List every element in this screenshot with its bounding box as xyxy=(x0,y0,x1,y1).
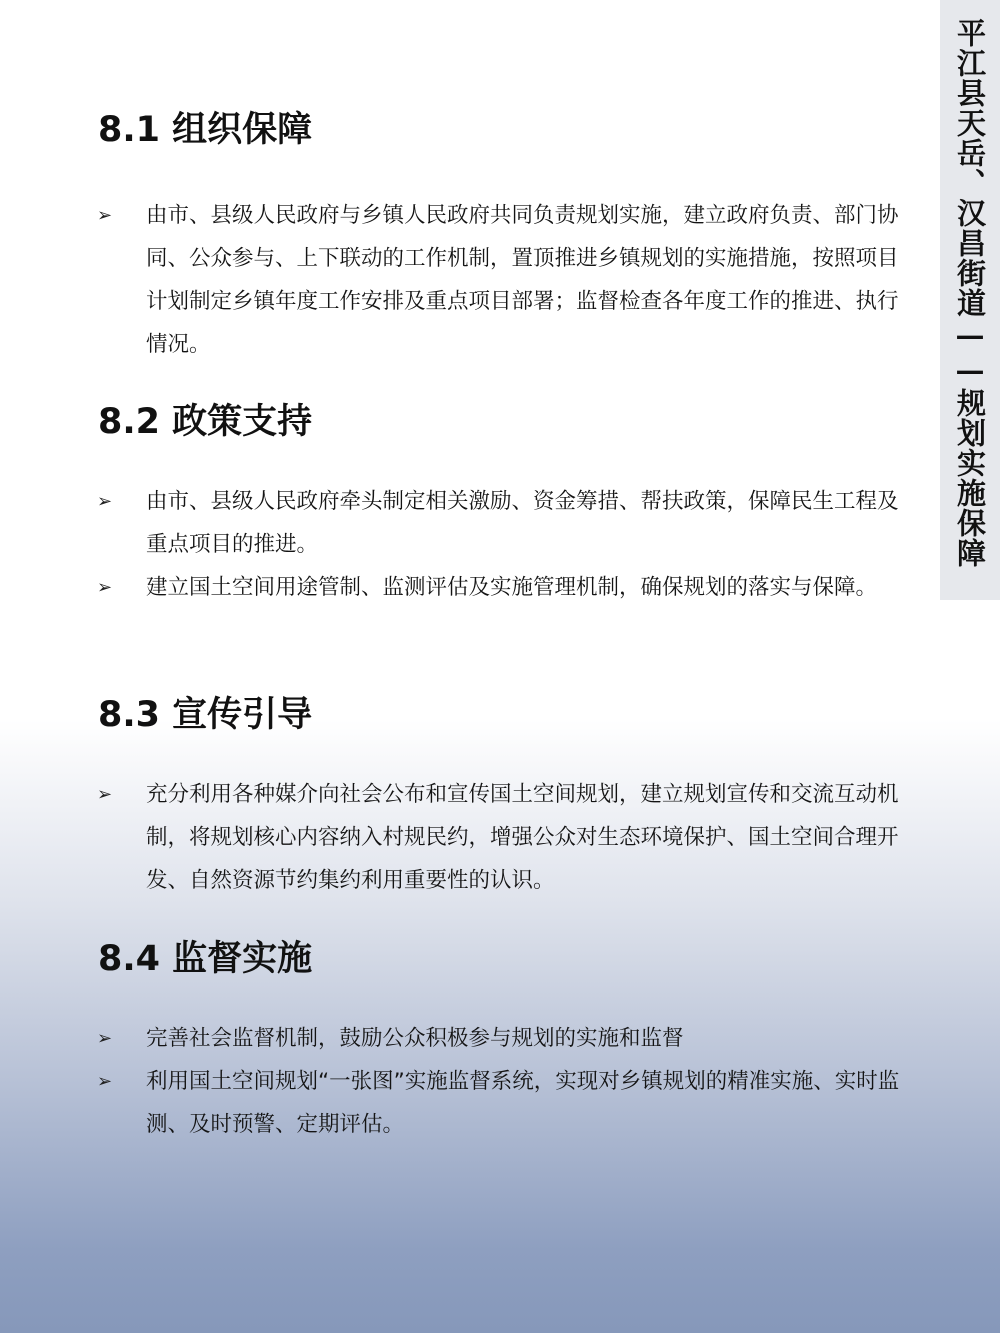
section-title: 8.2 政策支持 xyxy=(98,402,313,442)
list-item-text: 充分利用各种媒介向社会公布和宣传国土空间规划，建立规划宣传和交流互动机制，将规划核心内容纳入村规民约，增强公众对生态环境保护、国土空间合理开发、自然资源节约集约利用重要性的认识。 xyxy=(146,782,899,893)
bullet-arrow-icon: ➢ xyxy=(97,1028,113,1049)
list-item-text: 完善社会监督机制，鼓励公众积极参与规划的实施和监督 xyxy=(146,1026,684,1051)
section-title: 8.4 监督实施 xyxy=(98,939,313,979)
bullet-arrow-icon: ➢ xyxy=(97,577,113,598)
side-title: 平江县天岳、汉昌街道——规划实施保障 xyxy=(953,18,987,568)
bullet-list xyxy=(0,1017,930,1146)
section-title: 8.1 组织保障 xyxy=(98,110,313,150)
section-title: 8.3 宣传引导 xyxy=(98,695,313,735)
list-item-text: 由市、县级人民政府与乡镇人民政府共同负责规划实施，建立政府负责、部门协同、公众参与、上下联动的工作机制，置顶推进乡镇规划的实施措施，按照项目计划制定乡镇年度工作安排及重点项目部署；监督检查各年度工作的推进、执行情况。 xyxy=(146,203,899,357)
section-publicity xyxy=(0,693,930,902)
list-item-text: 由市、县级人民政府牵头制定相关激励、资金筹措、帮扶政策，保障民生工程及重点项目的推进。 xyxy=(146,489,899,557)
section-supervision xyxy=(0,937,930,1146)
list-item-text: 利用国土空间规划“一张图”实施监督系统，实现对乡镇规划的精准实施、实时监测、及时预警、定期评估。 xyxy=(146,1069,900,1137)
section-organization xyxy=(0,108,930,366)
bullet-list xyxy=(0,194,930,366)
list-item-text: 建立国土空间用途管制、监测评估及实施管理机制，确保规划的落实与保障。 xyxy=(146,575,878,600)
bullet-arrow-icon: ➢ xyxy=(97,205,113,226)
list-item xyxy=(0,194,930,366)
list-item xyxy=(0,1060,930,1146)
bullet-list xyxy=(0,773,930,902)
bullet-arrow-icon: ➢ xyxy=(97,784,113,805)
list-item xyxy=(0,773,930,902)
bullet-arrow-icon: ➢ xyxy=(97,491,113,512)
bullet-list xyxy=(0,480,930,609)
section-policy xyxy=(0,400,930,609)
list-item xyxy=(0,1017,930,1060)
bullet-arrow-icon: ➢ xyxy=(97,1071,113,1092)
list-item xyxy=(0,480,930,566)
list-item xyxy=(0,566,930,609)
